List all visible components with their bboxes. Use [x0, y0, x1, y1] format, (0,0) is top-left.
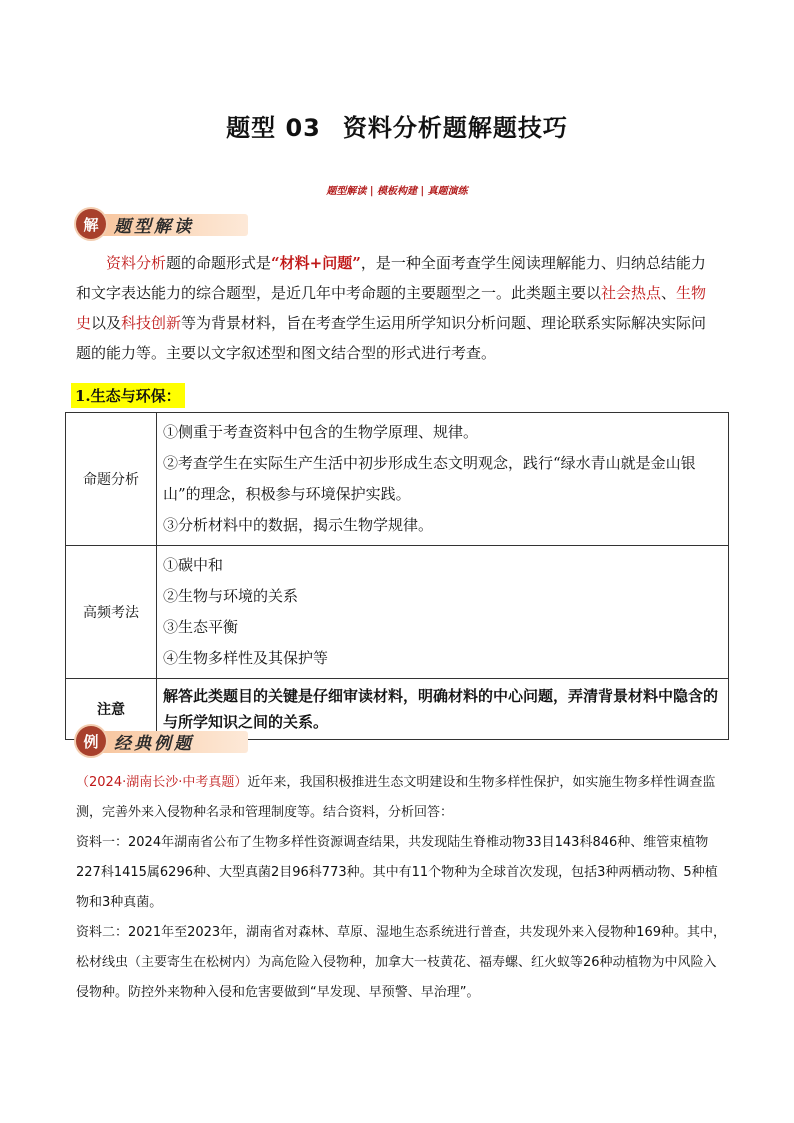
row-line: ③生态平衡	[163, 618, 239, 636]
row-line: ④生物多样性及其保护等	[163, 649, 329, 667]
banner-badge-icon: 例	[76, 726, 106, 756]
title-number: 题型 03	[226, 114, 321, 142]
text-run: 、	[661, 284, 677, 302]
highlight-term: 资料分析	[106, 254, 167, 272]
row-head: 注意	[66, 679, 157, 740]
banner-badge-icon: 解	[76, 209, 106, 239]
banner-label: 题型解读	[114, 216, 194, 237]
row-head: 命题分析	[66, 413, 157, 546]
row-head: 高频考法	[66, 546, 157, 679]
row-body	[157, 546, 729, 679]
text-run: ，是一种全面考查学生阅读理解能力、归纳总结能力和文字表达能力的综合题型，是近几年中考命题的主要题型之一。此类题主要以	[76, 254, 706, 302]
highlight-term: 科技创新	[121, 314, 182, 332]
row-line: ①侧重于考查资料中包含的生物学原理、规律。	[163, 423, 479, 441]
highlight-term: “材料+问题”	[271, 254, 361, 272]
analysis-table	[65, 412, 729, 740]
section-banner-interpretation	[76, 210, 248, 238]
material-one: 资料一：2024年湖南省公布了生物多样性资源调查结果，共发现陆生脊椎动物33目143科846种、维管束植物227科1415属6296种、大型真菌2目96科773种。其中有11个物种为全球首次发现，包括3种两栖动物、5种植物和3种真菌。	[76, 835, 718, 910]
row-line: ①碳中和	[163, 556, 224, 574]
row-line: ③分析材料中的数据，揭示生物学规律。	[163, 516, 434, 534]
row-line: 解答此类题目的关键是仔细审读材料，明确材料的中心问题，弄清背景材料中隐含的与所学知识之间的关系。	[163, 687, 719, 731]
table-row	[66, 546, 729, 679]
text-run: 等为背景材料，旨在考查学生运用所学知识分析问题、理论联系实际解决实际问题的能力等。主要以文字叙述型和图文结合型的形式进行考查。	[76, 314, 707, 362]
row-body	[157, 413, 729, 546]
banner-label: 经典例题	[114, 733, 194, 754]
question-source: （2024·湖南长沙·中考真题）	[76, 775, 248, 790]
text-run: 题的命题形式是	[166, 254, 272, 272]
text-run: 以及	[91, 314, 122, 332]
section-banner-examples	[76, 727, 248, 755]
page-subtitle: 题型解读 | 模板构建 | 真题演练	[326, 186, 468, 197]
intro-paragraph	[76, 248, 716, 368]
table-row	[66, 413, 729, 546]
row-line: ②生物与环境的关系	[163, 587, 299, 605]
title-text: 资料分析题解题技巧	[342, 114, 568, 142]
question-stem: 近年来，我国积极推进生态文明建设和生物多样性保护，如实施生物多样性调查监测，完善外来入侵物种名录和管理制度等。结合资料，分析回答：	[76, 775, 716, 820]
row-line: ②考查学生在实际生产生活中初步形成生态文明观念，践行“绿水青山就是金山银山”的理念，积极参与环境保护实践。	[163, 454, 696, 503]
section-label: 1.生态与环保：	[71, 383, 185, 408]
example-question	[76, 768, 726, 1008]
highlight-term: 社会热点	[601, 284, 662, 302]
page-title	[0, 108, 794, 143]
material-two: 资料二：2021年至2023年，湖南省对森林、草原、湿地生态系统进行普查，共发现外来入侵物种169种。其中，松材线虫（主要寄生在松树内）为高危险入侵物种，加拿大一枝黄花、福寿螺、红火蚁等26种动植物为中风险入侵物种。防控外来物种入侵和危害要做到“早发现、早预警、早治理”。	[76, 925, 726, 1000]
highlight-term: 生物史	[76, 284, 707, 332]
